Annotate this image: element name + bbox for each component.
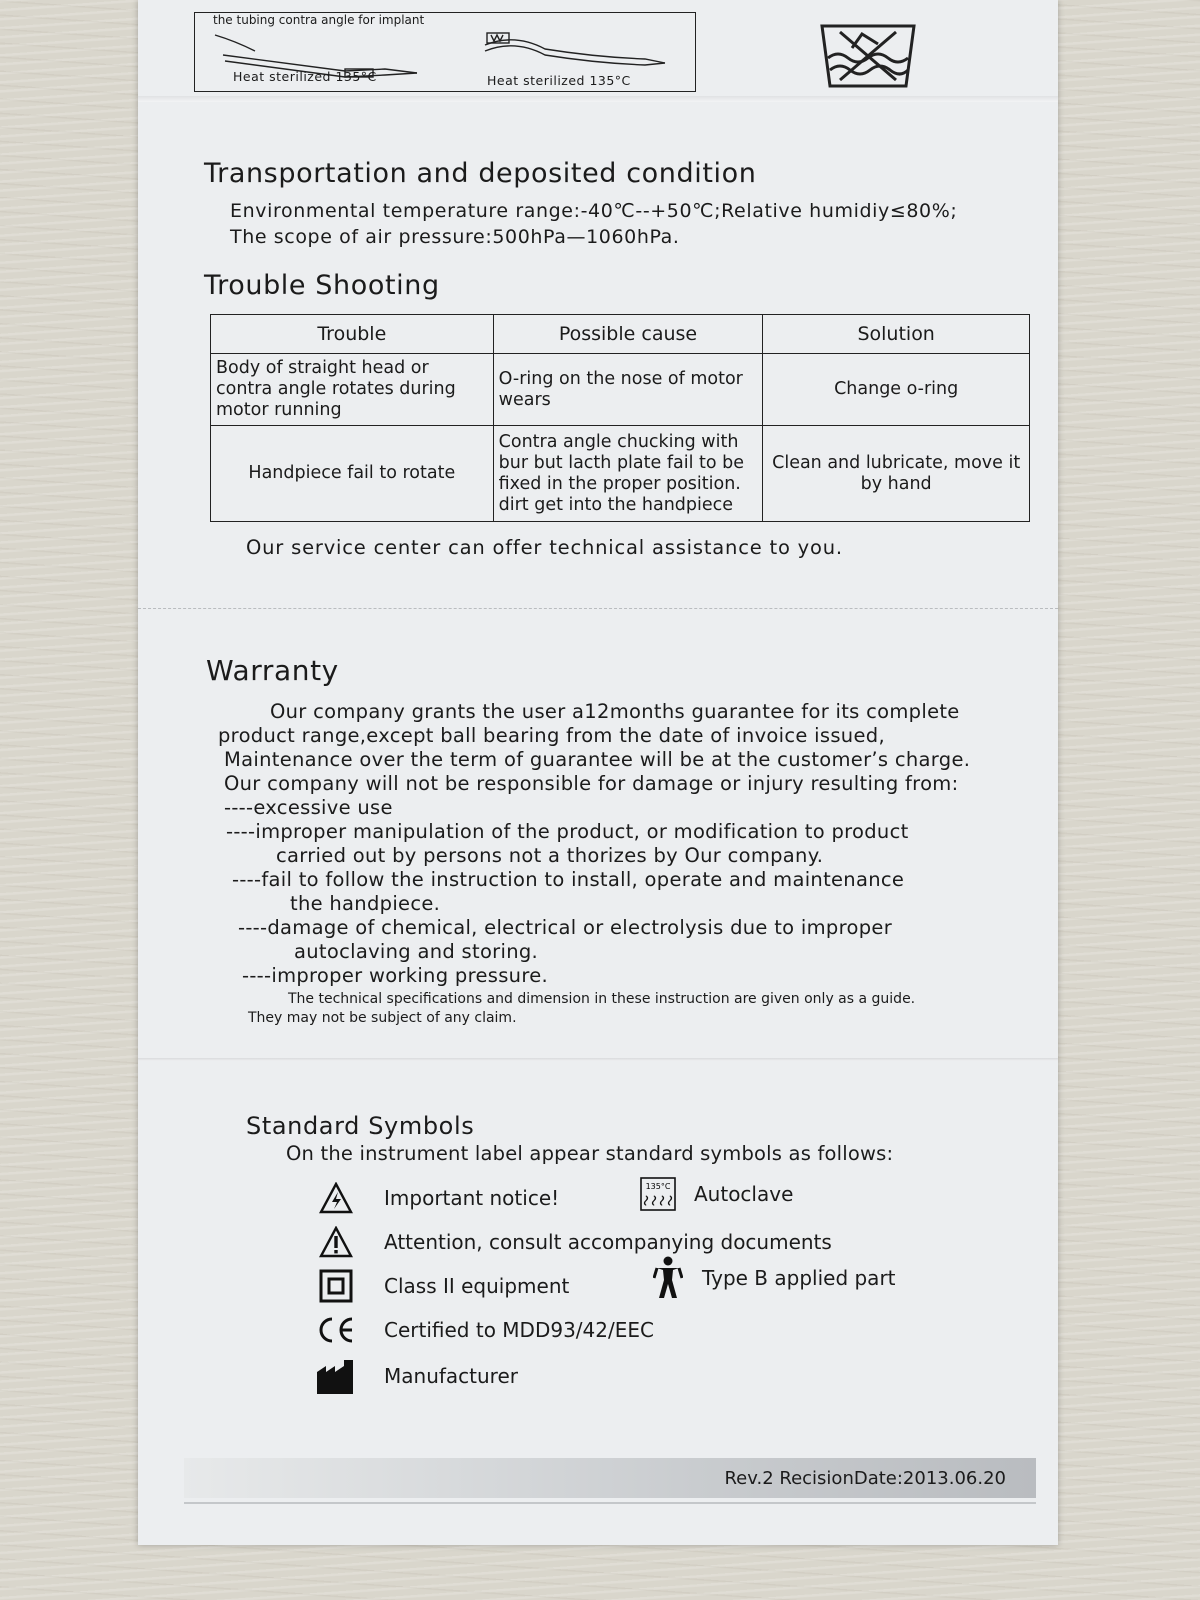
- warranty-line: Our company grants the user a12months guarantee for its complete: [270, 700, 960, 723]
- warranty-line: ----improper working pressure.: [242, 964, 549, 987]
- revision-date: Rev.2 RecisionDate:2013.06.20: [724, 1468, 1006, 1489]
- revision-footer-bar: [184, 1458, 1036, 1498]
- header-trouble: Trouble: [211, 315, 494, 354]
- symbol-class-ii: [316, 1266, 569, 1306]
- symbol-label: Autoclave: [694, 1182, 794, 1206]
- trouble-cell: Body of straight head or contra angle rotates during motor running: [211, 354, 494, 426]
- standard-symbols-title: Standard Symbols: [246, 1112, 475, 1140]
- trouble-shooting-title: Trouble Shooting: [204, 270, 440, 301]
- warranty-line: the handpiece.: [290, 892, 441, 915]
- fold-line: [138, 608, 1058, 612]
- transport-title: Transportation and deposited condition: [204, 158, 757, 189]
- header-solution: Solution: [763, 315, 1030, 354]
- warranty-line: autoclaving and storing.: [294, 940, 539, 963]
- fold-line: [138, 1058, 1058, 1061]
- environment-range-text: Environmental temperature range:-40℃--+50℃;Relative humidiy≤80%;: [230, 200, 958, 222]
- disclaimer-line: The technical specifications and dimension in these instruction are given only as a guide.: [288, 991, 916, 1007]
- handpiece-illustration-box: [194, 12, 696, 92]
- symbol-label: Attention, consult accompanying documents: [384, 1230, 832, 1254]
- ce-mark-icon: [316, 1310, 356, 1350]
- attention-icon: [316, 1222, 356, 1262]
- symbol-label: Type B applied part: [702, 1266, 896, 1290]
- symbol-label: Class II equipment: [384, 1274, 570, 1298]
- symbol-label: Manufacturer: [384, 1364, 518, 1388]
- service-center-note: Our service center can offer technical assistance to you.: [246, 536, 843, 559]
- symbol-autoclave: [638, 1174, 793, 1214]
- symbol-type-b: [648, 1258, 896, 1298]
- warranty-line: ----improper manipulation of the product, or modification to product: [226, 820, 909, 843]
- air-pressure-text: The scope of air pressure:500hPa—1060hPa.: [230, 226, 680, 248]
- symbol-attention: [316, 1222, 832, 1262]
- warranty-title: Warranty: [206, 654, 339, 687]
- no-immersion-icon: [818, 18, 918, 90]
- footer-rule: [184, 1502, 1036, 1504]
- warranty-line: Maintenance over the term of guarantee will be at the customer’s charge.: [224, 748, 971, 771]
- warranty-line: ----fail to follow the instruction to install, operate and maintenance: [232, 868, 905, 891]
- instruction-leaflet: [138, 0, 1058, 1545]
- manufacturer-icon: [316, 1356, 356, 1396]
- trouble-cell: Handpiece fail to rotate: [211, 426, 494, 522]
- autoclave-icon: [638, 1174, 678, 1214]
- important-notice-icon: [316, 1178, 356, 1218]
- illustration-caption: the tubing contra angle for implant: [213, 13, 425, 27]
- warranty-body: [218, 700, 1058, 988]
- solution-cell: Change o-ring: [763, 354, 1030, 426]
- table-header-row: [211, 315, 1030, 354]
- warranty-line: ----excessive use: [224, 796, 393, 819]
- solution-cell: Clean and lubricate, move it by hand: [763, 426, 1030, 522]
- sterilization-label-left: Heat sterilized 135°C: [233, 69, 377, 84]
- symbol-ce-mark: [316, 1310, 654, 1350]
- table-row: [211, 354, 1030, 426]
- cause-cell: Contra angle chucking with bur but lacth plate fail to be fixed in the proper position. dirt get into the handpiece: [493, 426, 763, 522]
- warranty-line: carried out by persons not a thorizes by Our company.: [276, 844, 824, 867]
- sterilization-label-right: Heat sterilized 135°C: [487, 73, 631, 88]
- warranty-line: ----damage of chemical, electrical or electrolysis due to improper: [238, 916, 893, 939]
- symbol-label: Certified to MDD93/42/EEC: [384, 1318, 654, 1342]
- symbol-manufacturer: [316, 1356, 518, 1396]
- table-row: [211, 426, 1030, 522]
- type-b-icon: [648, 1258, 688, 1298]
- symbol-label: Important notice!: [384, 1186, 560, 1210]
- warranty-line: product range,except ball bearing from the date of invoice issued,: [218, 724, 885, 747]
- symbols-intro: On the instrument label appear standard symbols as follows:: [286, 1142, 894, 1165]
- cause-cell: O-ring on the nose of motor wears: [493, 354, 763, 426]
- trouble-shooting-table: [210, 314, 1030, 522]
- class-ii-icon: [316, 1266, 356, 1306]
- specification-disclaimer: [248, 990, 915, 1028]
- svg-text:135°C: 135°C: [645, 1182, 671, 1191]
- header-possible-cause: Possible cause: [493, 315, 763, 354]
- fold-line: [138, 96, 1058, 102]
- disclaimer-line: They may not be subject of any claim.: [248, 1010, 517, 1026]
- warranty-line: Our company will not be responsible for damage or injury resulting from:: [224, 772, 959, 795]
- symbol-important-notice: [316, 1178, 559, 1218]
